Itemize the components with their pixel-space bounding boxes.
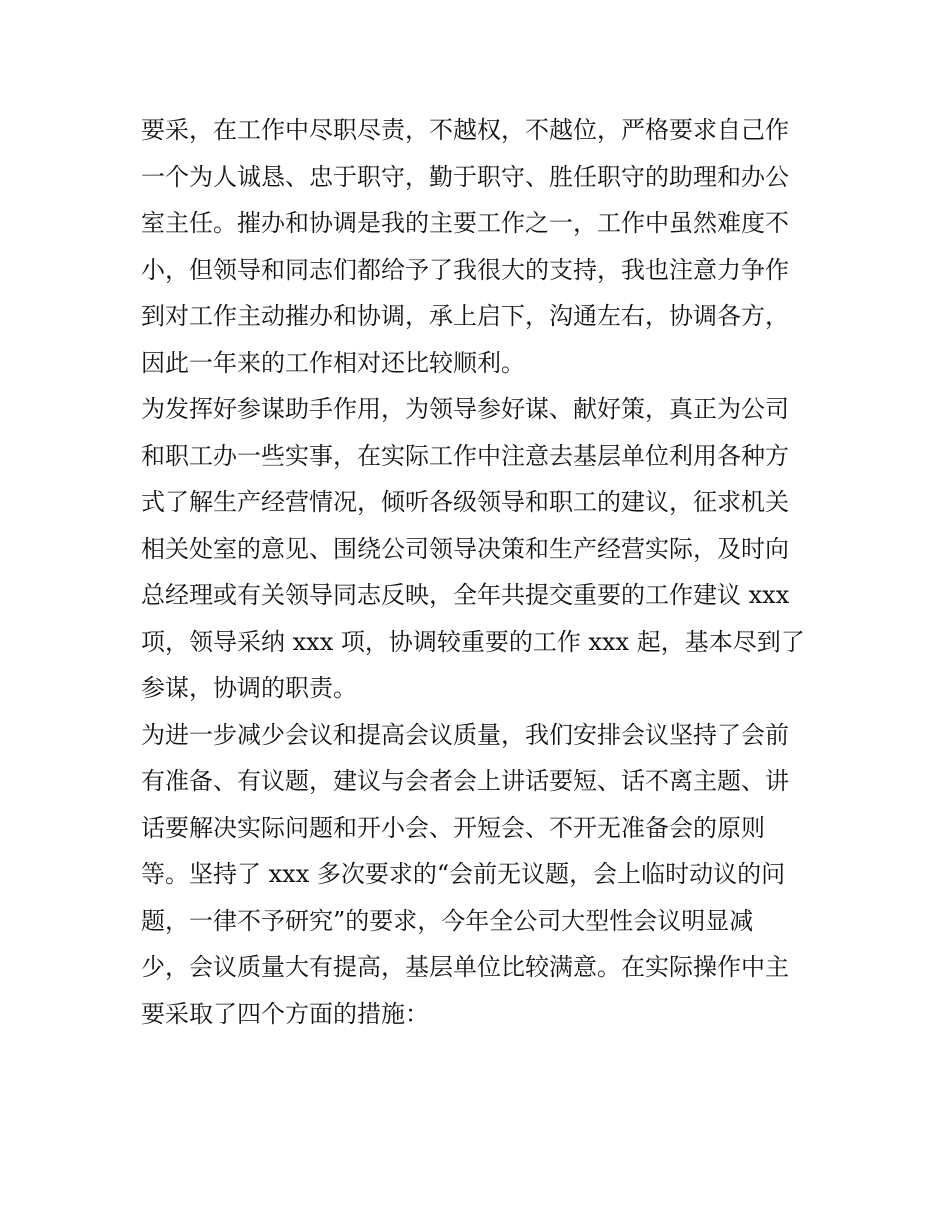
text-line: 式了解生产经营情况，倾听各级领导和职工的建议，征求机关 xyxy=(141,488,789,516)
text-line: 因此一年来的工作相对还比较顺利。 xyxy=(141,348,525,377)
text-line: 为发挥好参谋助手作用，为领导参好谋、献好策，真正为公司 xyxy=(141,395,789,423)
text-line: 话要解决实际问题和开小会、开短会、不开无准备会的原则 xyxy=(141,813,765,842)
text-line: 项，领导采纳 xxx 项，协调较重要的工作 xxx 起，基本尽到了 xyxy=(141,627,805,656)
document-body xyxy=(141,107,821,1037)
text-line: 室主任。摧办和协调是我的主要工作之一，工作中虽然难度不 xyxy=(141,209,789,237)
text-line: 相关处室的意见、围绕公司领导决策和生产经营实际，及时向 xyxy=(141,534,789,563)
text-line: 为进一步减少会议和提高会议质量，我们安排会议坚持了会前 xyxy=(141,720,789,749)
text-line: 有准备、有议题，建议与会者会上讲话要短、话不离主题、讲 xyxy=(141,767,789,795)
text-line: 小，但领导和同志们都给予了我很大的支持，我也注意力争作 xyxy=(141,255,789,284)
text-line: 一个为人诚恳、忠于职守，勤于职守、胜任职守的助理和办公 xyxy=(141,162,789,191)
text-line: 等。坚持了 xxx 多次要求的“会前无议题，会上临时动议的问 xyxy=(141,860,786,888)
text-line: 总经理或有关领导同志反映，全年共提交重要的工作建议 xxx xyxy=(141,581,790,609)
text-line: 要采取了四个方面的措施： xyxy=(141,999,429,1028)
text-line: 少，会议质量大有提高，基层单位比较满意。在实际操作中主 xyxy=(141,953,789,981)
text-line: 和职工办一些实事，在实际工作中注意去基层单位利用各种方 xyxy=(141,441,789,470)
text-line: 要采，在工作中尽职尽责，不越权，不越位，严格要求自己作 xyxy=(141,116,789,144)
text-line: 题，一律不予研究”的要求，今年全公司大型性会议明显减 xyxy=(141,906,754,935)
text-line: 到对工作主动摧办和协调，承上启下，沟通左右，协调各方， xyxy=(141,302,789,330)
text-line: 参谋，协调的职责。 xyxy=(141,674,357,702)
